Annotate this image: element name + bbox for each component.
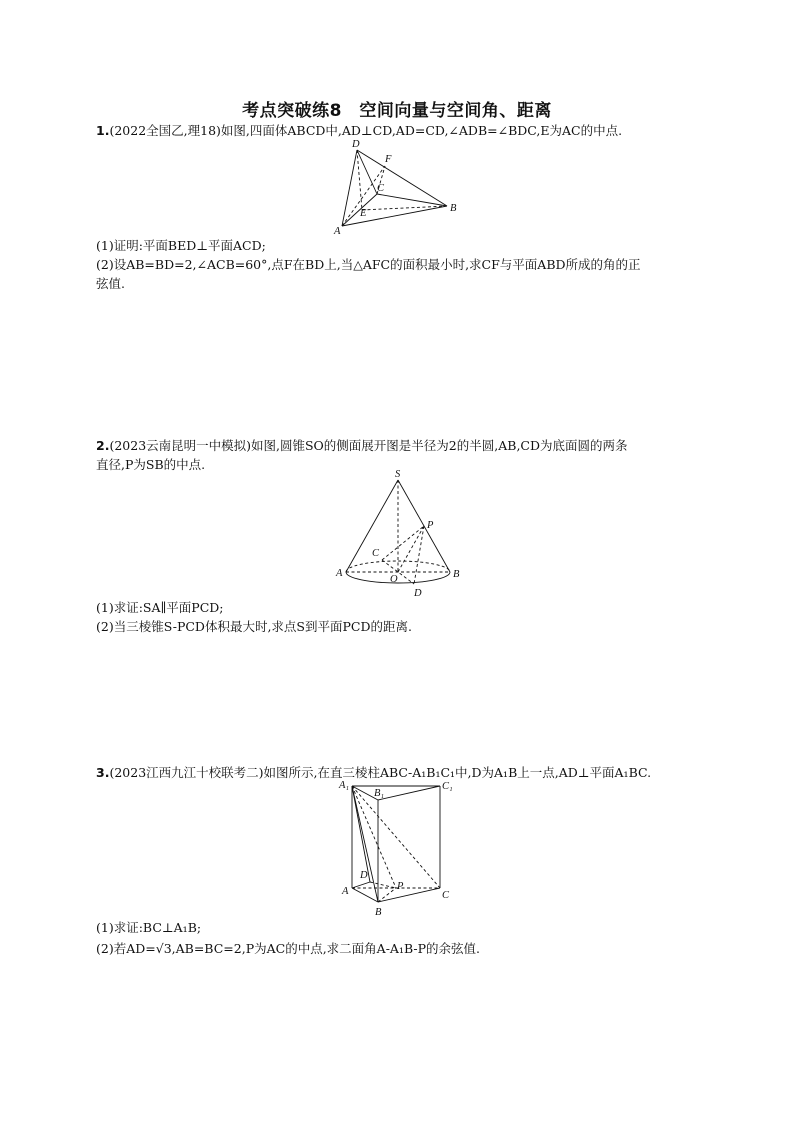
problem-1-part2-line2: 弦值. bbox=[96, 276, 125, 291]
problem-1-part2-line1: (2)设AB=BD=2,∠ACB=60°,点F在BD上,当△AFC的面积最小时,求CF与平面ABD所成的角的正 bbox=[96, 257, 641, 272]
label-A: A bbox=[336, 568, 343, 579]
label-A1: A₁ bbox=[339, 780, 350, 791]
label-B: B bbox=[450, 203, 457, 214]
label-C: C bbox=[442, 890, 450, 901]
problem-3-number: 3. bbox=[96, 765, 110, 780]
label-D: D bbox=[360, 870, 368, 881]
label-C: C bbox=[372, 548, 380, 559]
label-F: F bbox=[385, 154, 392, 165]
label-C1: C₁ bbox=[442, 781, 453, 792]
problem-3-stem: 3.(2023江西九江十校联考二)如图所示,在直三棱柱ABC-A₁B₁C₁中,D为A₁B上一点,AD⊥平面A₁BC. bbox=[96, 765, 652, 780]
prism-figure bbox=[336, 778, 466, 923]
problem-2-part1: (1)求证:SA∥平面PCD; bbox=[96, 600, 224, 615]
label-O: O bbox=[390, 574, 398, 585]
label-D: D bbox=[352, 139, 360, 150]
label-P: P bbox=[427, 520, 434, 531]
problem-2-part2: (2)当三棱锥S-PCD体积最大时,求点S到平面PCD的距离. bbox=[96, 619, 412, 634]
label-A: A bbox=[342, 886, 349, 897]
label-P: P bbox=[397, 881, 404, 892]
cone-figure bbox=[330, 466, 470, 606]
page-title: 考点突破练8 空间向量与空间角、距离 bbox=[242, 101, 552, 121]
tetrahedron-figure bbox=[330, 136, 470, 236]
label-E: E bbox=[360, 208, 367, 219]
problem-2-stem-line2: 直径,P为SB的中点. bbox=[96, 457, 206, 472]
label-S: S bbox=[395, 469, 401, 480]
label-B1: B₁ bbox=[374, 788, 385, 799]
label-B: B bbox=[375, 907, 382, 918]
label-C: C bbox=[377, 183, 385, 194]
problem-1-part1: (1)证明:平面BED⊥平面ACD; bbox=[96, 238, 266, 253]
label-D: D bbox=[414, 588, 422, 599]
problem-1-number: 1. bbox=[96, 123, 110, 138]
problem-2-number: 2. bbox=[96, 438, 110, 453]
label-A: A bbox=[334, 226, 341, 236]
problem-3-part1: (1)求证:BC⊥A₁B; bbox=[96, 920, 202, 935]
problem-1-stem: 1.(2022全国乙,理18)如图,四面体ABCD中,AD⊥CD,AD=CD,∠ADB=∠BDC,E为AC的中点. bbox=[96, 123, 623, 138]
problem-3-part2: (2)若AD=√3,AB=BC=2,P为AC的中点,求二面角A-A₁B-P的余弦值. bbox=[96, 941, 480, 956]
label-B: B bbox=[453, 569, 460, 580]
problem-2-stem-line1: 2.(2023云南昆明一中模拟)如图,圆锥SO的侧面展开图是半径为2的半圆,AB,CD为底面圆的两条 bbox=[96, 438, 628, 453]
